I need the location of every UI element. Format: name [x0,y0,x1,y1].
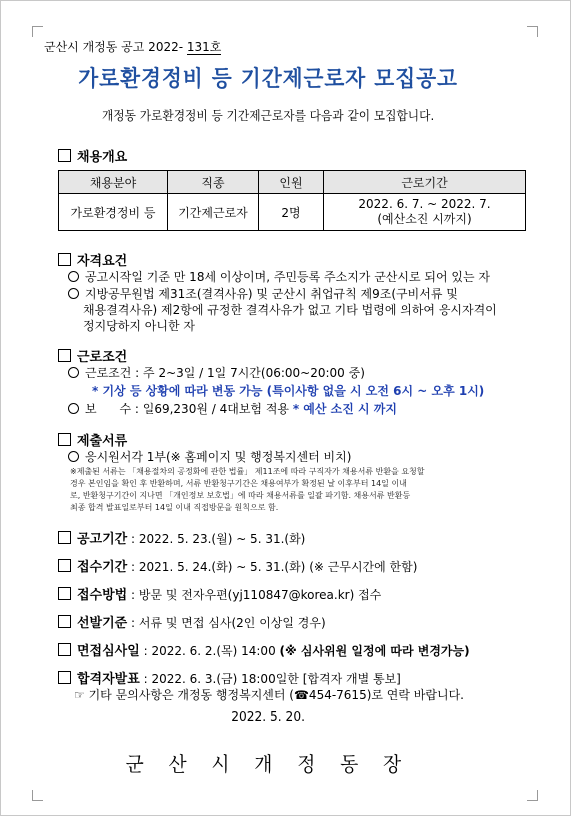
checkbox-icon [58,433,71,446]
section-overview-heading [58,146,127,165]
checkbox-icon [58,253,71,266]
section-label: 제출서류 [77,434,128,449]
schedule-label: 면접심사일 [77,644,140,659]
checkbox-icon [58,615,71,628]
crop-mark-top-left [32,26,43,37]
page-title: 가로환경정비 등 기간제근로자 모집공고 [78,67,458,92]
schedule-label: 공고기간 [77,532,128,547]
qualification-item [68,268,490,285]
notice-number-value: 131호 [186,40,222,54]
conditions-pay [68,400,397,417]
period-line-1: 2022. 6. 7. ~ 2022. 7. [358,197,491,211]
schedule-extra: (※ 심사위원 일정에 따라 변경가능) [279,644,470,658]
issuing-office: 군 산 시 개 정 동 장 [125,752,411,776]
schedule-item-criteria: 선발기준 : 서류 및 면접 심사(2인 이상일 경우) [58,612,326,631]
table-header-cell: 인원 [259,171,324,194]
schedule-value: 2022. 5. 23.(월) ~ 5. 31.(화) [138,532,306,546]
schedule-extra: (※ 근무시간에 한함) [309,560,418,574]
schedule-value: 2022. 6. 2.(목) 14:00 [151,644,276,658]
crop-mark-bottom-left [32,790,43,801]
section-label: 채용개요 [77,150,128,165]
circle-bullet-icon [68,367,79,378]
checkbox-icon [58,559,71,572]
notice-prefix: 군산시 개정동 공고 2022- [44,40,184,54]
section-label: 근로조건 [77,350,128,365]
section-label: 자격요건 [77,254,128,269]
note-line: 최종 합격 발표일로부터 14일 이내 직접방문을 원칙으로 함. [70,503,279,512]
checkbox-icon [58,531,71,544]
conditions-work-text: 근로조건 : 주 2~3일 / 1일 7시간(06:00~20:00 중) [85,366,365,380]
circle-bullet-icon [68,451,79,462]
pay-value: 일69,230원 / 4대보험 적용 [142,402,293,416]
table-header-cell: 직종 [168,171,259,194]
schedule-label: 접수방법 [77,588,128,603]
schedule-label: 접수기간 [77,560,128,575]
schedule-item-result: 합격자발표 : 2022. 6. 3.(금) 18:00일한 [합격자 개별 통보] [58,668,401,687]
table-cell-period [324,194,526,231]
issue-date: 2022. 5. 20. [231,710,305,725]
checkbox-icon [58,671,71,684]
documents-item [68,448,351,465]
notice-number [44,38,221,55]
page-subtitle: 개정동 가로환경정비 등 기간제근로자를 다음과 같이 모집합니다. [101,108,435,123]
checkbox-icon [58,643,71,656]
conditions-work-note: * 기상 등 상황에 따라 변동 가능 (특이사항 없을 시 오전 6시 ~ 오후 1시) [92,384,485,398]
schedule-item-receipt: 접수기간 : 2021. 5. 24.(화) ~ 5. 31.(화) (※ 근무시간에 한함) [58,556,417,575]
period-line-2: (예산소진 시까지) [377,212,472,226]
checkbox-icon [58,149,71,162]
schedule-extra: [합격자 개별 통보] [302,672,401,686]
schedule-label: 선발기준 [77,616,128,631]
qualification-item-continuation: 채용결격사유) 제2항에 규정한 결격사유가 없고 기타 법령에 의하여 응시자격이 [83,303,497,317]
crop-mark-top-right [527,26,538,37]
table-row [59,194,526,231]
qualification-item-text: 공고시작일 기준 만 18세 이상이며, 주민등록 주소지가 군산시로 되어 있는 자 [85,270,490,284]
crop-mark-bottom-right [527,790,538,801]
qualification-item-text: 지방공무원법 제31조(결격사유) 및 군산시 취업규칙 제9조(구비서류 및 [85,287,458,301]
documents-note [70,466,528,514]
schedule-label: 합격자발표 [77,672,140,687]
table-cell-job: 기간제근로자 [168,194,259,231]
qualification-item-continuation: 정지당하지 아니한 자 [83,319,195,333]
table-cell-count: 2명 [259,194,324,231]
circle-bullet-icon [68,403,79,414]
table-header-row [59,171,526,194]
qualification-item [68,285,458,302]
circle-bullet-icon [68,288,79,299]
checkbox-icon [58,349,71,362]
checkbox-icon [58,587,71,600]
schedule-item-method: 접수방법 : 방문 및 전자우편(yj110847@korea.kr) 접수 [58,584,381,603]
table-cell-field: 가로환경정비 등 [59,194,168,231]
schedule-value: 서류 및 면접 심사(2인 이상일 경우) [138,616,326,630]
section-documents-heading [58,430,127,449]
section-conditions-heading [58,346,127,365]
schedule-value: 2022. 6. 3.(금) 18:00일한 [151,672,299,686]
circle-bullet-icon [68,271,79,282]
contact-info: ☞ 기타 문의사항은 개정동 행정복지센터 (☎454-7615)로 연락 바랍니다. [74,688,464,702]
note-line: 로, 반환청구기간이 지나면 「개인정보 보호법」에 따라 채용서류를 일괄 파기함. 채용서류 반환등 [70,491,411,500]
schedule-item-interview: 면접심사일 : 2022. 6. 2.(목) 14:00 (※ 심사위원 일정에 따라 변경가능) [58,640,470,659]
conditions-work [68,364,365,381]
table-header-cell: 채용분야 [59,171,168,194]
schedule-value: 2021. 5. 24.(화) ~ 5. 31.(화) [138,560,306,574]
pay-note: * 예산 소진 시 까지 [292,402,397,416]
section-qualification-heading [58,250,127,269]
note-line: ※제출된 서류는 「채용절차의 공정화에 관한 법률」 제11조에 따라 구직자가 채용서류 반환을 요청할 [70,467,425,476]
recruit-table [58,170,526,231]
schedule-value: 방문 및 전자우편(yj110847@korea.kr) 접수 [138,588,382,602]
documents-item-text: 응시원서각 1부(※ 홈페이지 및 행정복지센터 비치) [85,450,352,464]
pay-label: 보 수 : [85,402,143,416]
table-header-cell: 근로기간 [324,171,526,194]
schedule-item-announce: 공고기간 : 2022. 5. 23.(월) ~ 5. 31.(화) [58,528,305,547]
note-line: 경우 본인임을 확인 후 반환하며, 서류 반환청구기간은 채용여부가 확정된 날 이후부터 14일 이내 [70,479,407,488]
